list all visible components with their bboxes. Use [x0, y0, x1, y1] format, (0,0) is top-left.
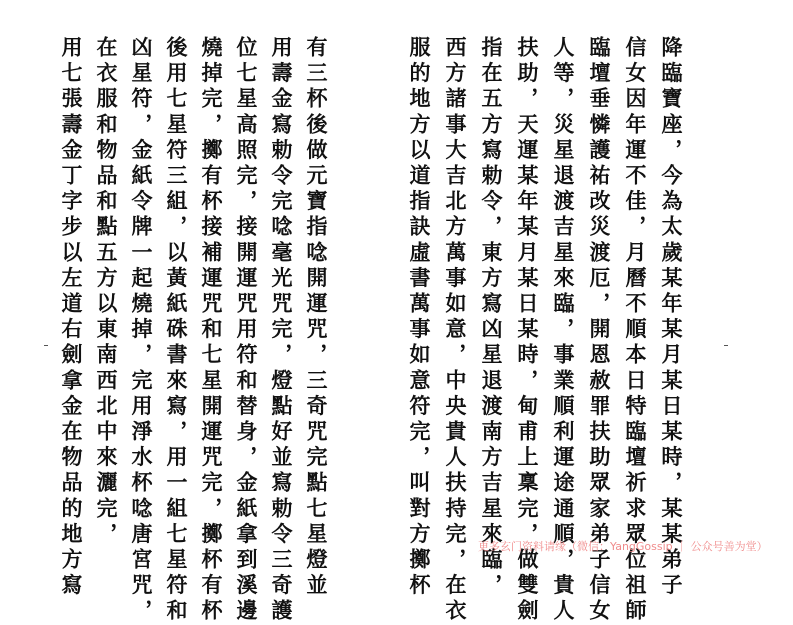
text-column: 凶星符，金紙令牌一起燒掉，完用淨水杯唸唐宮咒，	[129, 36, 154, 625]
page-mark	[44, 345, 48, 346]
text-column: 用壽金寫勅令完唸毫光咒完，燈點好並寫勅令三奇護	[269, 36, 294, 625]
text-column: 位七星高照完，接開運咒用符和替身，金紙拿到溪邊	[234, 36, 259, 625]
text-column: 有三杯後做元寶指唸開運咒，三奇咒完點七星燈並	[304, 36, 329, 600]
text-column: 在衣服和物品和點五方以東南西北中來灑完，	[94, 36, 119, 548]
text-column: 人等，災星退渡吉星來臨，事業順利運途通順，貴人	[551, 36, 576, 625]
text-column: 用七張壽金丁字步以左道右劍拿金在物品的地方寫	[59, 36, 84, 600]
page-mark	[724, 345, 728, 346]
text-column: 燒掉完，擲有杯接補運咒和七星開運咒完，擲杯有杯	[199, 36, 224, 625]
text-column: 後用七星符三組，以黃紙硃書來寫，用一組七星符和	[164, 36, 189, 625]
text-column: 指在五方寫勅令，東方寫凶星退渡南方吉星來臨，	[479, 36, 504, 600]
text-column: 服的地方以道指訣虛書萬事如意符完，叫對方擲杯	[407, 36, 432, 600]
watermark-text: 更多玄门资料请缘（微信：YangGossip ｜ 公众号善为堂）	[478, 540, 768, 553]
text-column: 西方諸事大吉北方萬事如意，中央貴人扶持完，在衣	[443, 36, 468, 625]
text-column: 降臨寶座，今為太歲某年某月某日某時，某某弟子	[659, 36, 684, 600]
text-column: 扶助，天運某年某月某日某時，甸甫上稟完，做雙劍	[515, 36, 540, 625]
text-column: 信女因年運不佳，月曆不順本日特臨壇祈求眾位祖師	[623, 36, 648, 625]
text-column: 臨壇垂憐護祐改災渡厄，開恩赦罪扶助眾家弟子信女	[587, 36, 612, 625]
